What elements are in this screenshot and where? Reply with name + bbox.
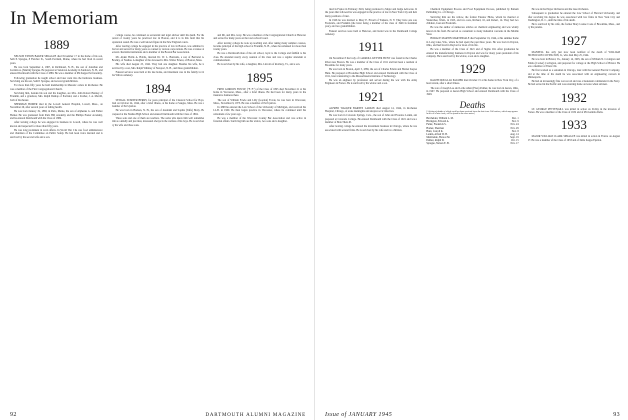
class-year-heading: 1911 [358, 39, 384, 55]
obituary-paragraph: He first worked as a salesman in Chicago, later with the General Electric Company, and at the time of his death he was associated with an engineering concern in Minneapolis. [527, 69, 620, 79]
death-date: Nov. 24 [510, 123, 519, 127]
obituary-paragraph: For more than fifty years he held membership in Masonic orders in Rochester. He was a member of the First Congregational Church. [10, 84, 103, 91]
right-column-3 [528, 8, 620, 408]
obituary-paragraph: In 1898 he entered the Law School of the University of Michigan, and received his LL.B. in 1900. He then began practice in Worcester, where he continued until his retirement a few years ago. [213, 106, 307, 116]
obituary-paragraph: The son of Joseph Lee and Lottie Allen (Fries) Palmer, he was born in Akron, Ohio, in 1907. He prepared at Akron High School and entered Dartmouth with the Class of 1929. [426, 86, 519, 97]
class-year-heading: 1894 [145, 80, 171, 96]
death-name: Hunt, Carroll K. [426, 129, 444, 133]
obituary-paragraph: MANSELL has only just now been notified of the death of WILLIAM NICHOLSON COVINGTON, Jr., who died May 25, 1944. [527, 50, 620, 58]
left-columns [10, 34, 306, 414]
left-footer [10, 412, 306, 418]
death-name: Larkin, Alfred W. B. [426, 132, 448, 136]
death-date: Oct. 15 [511, 138, 519, 142]
obituary-paragraph: RALPH DOUGLAS PALMER died October 15 at his home in New York City, of a heart attack, after a short illness. [426, 79, 519, 86]
death-date: Sept. 19 [510, 135, 519, 139]
death-date: Nov. 17 [510, 141, 519, 145]
obituary-paragraph: college course, he continued as secretarial and legal adviser until his death. For the period of twenty years he practiced law in Boston, and it is in this field that his reputation rested. He was a well known figure in the New England courts. [111, 34, 205, 44]
obituary-paragraph: He was born September 4, 1867, in Richmond, N. H., the son of Jonathan and Lucinda A. (Martin) Sprague. He prepared at Sandown Academy in Sandown, N. H., and entered Dartmouth with the Class of 1889. He was a member of Phi Kappa Psi fraternity. [10, 65, 103, 76]
obituary-paragraph: His wife died August 25, 1942. They had one daughter. Besides his wife, he is survived by a son, Mrs. Ralph Whitney of Newport, N. H., and three grandchildren. [111, 63, 205, 70]
class-year-heading: 1932 [560, 89, 587, 105]
obituary-paragraph: ALFRED WALKER BARNES LARKIN died August 14, 1944, in Rochester Hospital, Chicago, of acute meningitis and streptococcic infection. [325, 106, 418, 114]
obituary-paragraph: He was born in Colorado Springs, Colo., the son of John and Florence Larkin, and prepared at Colorado College. He entered Dartmouth with the Class of 1921 and was a member of Beta Theta Pi. [325, 114, 418, 124]
obituary-paragraph: He was a member of the Worcester County Bar Association and was active in fraternal affairs. Surviving him are his widow, two sons and a daughter. [213, 117, 307, 124]
obituary-paragraph: He had an increasingly fine war record and was a lieutenant commander in the Navy. He had served in the Pacific and was returning home on leave when stricken. [527, 80, 620, 87]
death-entry [426, 142, 518, 145]
death-date: Dec. 1 [511, 117, 519, 121]
obituary-paragraph: On November 8 the body of CARROLL KEYSER HUNT was found in the Charles River near Boston. He was a member of the Class of 1911 and had been a resident of Brookline for many years. [325, 57, 418, 67]
obituary-paragraph: Surviving him, besides his son and his daughter, are Mrs. John Robert Henney of Franklin, and a grandson, Mrs. Ralph Dunlap of Portland, and a brother, J. A. Merrill, both of Rochester. [10, 91, 103, 102]
class-year-heading: 1889 [43, 37, 70, 52]
obituary-paragraph: Surviving him are his widow, the former Eleanor Hicks, whom he married at Wenatchee, Wash., in 1925, and two sons, Richard, 16, and Robert, 14. They had two children, Joan and Frederick. [426, 15, 519, 26]
obituary-paragraph: After leaving college he was engaged in business in Lowell, where he was well known and respected for more than fifty years. [10, 121, 103, 128]
obituary-paragraph: He was in the Player Orchestra and the Glee Orchestra. [531, 8, 589, 11]
obituary-paragraph: LT. GEORGE PETTENGILL was killed in action on D-Day in the invasion of France. He was a member of the Class of 1932 and of Phi Gamma Delta. [527, 107, 620, 115]
right-columns [325, 8, 620, 408]
death-name: Palmer, Ralph D. [426, 138, 445, 142]
issue-label: Issue of JANUARY 1945 [325, 412, 393, 418]
class-year-heading: 1933 [560, 117, 587, 133]
obituary-paragraph: NELSON EDWIN BAKER SPRAGUE died November 17 in the home of his son, Seth P. Sprague, 8 Fletcher St., South Portland, Maine, where he had lived in recent years. [10, 55, 103, 65]
obituary-paragraph: He was born in Hudson, N. H., the son of Jeremiah and Sophia (Tufts) Berry. He prepared at the Nashua High School and entered Dartmouth with the Class of 1894. [111, 109, 205, 116]
death-name: Batchelder, William L. M. [426, 117, 454, 121]
class-year-heading: 1929 [459, 61, 486, 77]
obituary-paragraph: Following graduation he taught school and later went into the hardware business. Surviving are his son, Seth P. Sprague, and several grandchildren. [10, 76, 103, 84]
right-column-2 [426, 8, 518, 408]
obituary-paragraph: Funeral services were held at Hanover, and burial was in the Dartmouth College cemetery. [325, 29, 418, 37]
obituary-paragraph: He is survived by his wife, a daughter, Mrs. Lincoln of Roxbury, Vt., and a son. [217, 63, 301, 67]
obituary-paragraph: Subsequent to graduation he entered the Law School of Harvard University, and after receiving his degree he was associated with law firms in New York City and Washington, D. C., until the time of his death. [527, 12, 620, 22]
left-column-1 [10, 34, 103, 414]
obituary-paragraph: He is survived by his wife, the former Mary Louise Cook of Brookline, Mass., and by his parents. [527, 23, 620, 30]
right-footer [325, 412, 620, 418]
obituary-paragraph: He was long prominent in town affairs. In World War I he was food administrator and chairman of the Committee on Public Safety. He had been twice married and is survived by his second wife and a son. [10, 128, 103, 139]
obituary-paragraph: The son of William Fowle and Lilly (Gordon) Fowle, he was born in Worcester, Mass., November 9, 1873. He was a member of Psi Upsilon. [213, 98, 307, 105]
obituary-paragraph: FRED GORDON FOWLE ("F. F.") of the Class of 1895 died November 21 at his home in Worcester, Mass., after a brief illness. He had been for many years in the insurance business there. [213, 87, 307, 98]
obituary-paragraph: Funeral services were held at his late home, and interment was in the family lot in the Wilton cemetery. [111, 70, 205, 78]
obituary-paragraph: Chemical Equipment Process and Food Equipment Process, published by Putnam Publishing Co. of Chicago. [426, 8, 519, 15]
obituary-paragraph: After leaving college he engaged in the practice of law in Boston, was admitted to the bar and served for many years as counsel to various corporations. He was a trustee of several charitable institutions and a member of the Boston Bar Association. [111, 44, 205, 55]
class-year-heading: 1895 [246, 69, 273, 85]
page-title: In Memoriam [10, 8, 119, 29]
obituary-paragraph: MAJOR WILLIAM CLARK SPRAGUE was killed in action in France on August 27. He was a member of the Class of 1933 and of Delta Kappa Epsilon. [527, 135, 620, 142]
obituary-paragraph: He was a member of the Class of 1921 and of Sigma Chi. After graduation he entered the manufacturing business in Dayton and was for many years president of his company. He is survived by his widow, a son and a daughter. [426, 48, 519, 58]
death-date: Nov. 9 [511, 120, 519, 124]
obituary-paragraph: He was born in Boston, April 5, 1889, the son of Charles Edwin and Harriet Keyser Hunt. He prepared at Brookline High School and entered Dartmouth with the Class of 1911, later transferring to the Massachusetts Institute of Technology. [325, 68, 418, 78]
class-year-heading: 1921 [358, 88, 385, 104]
obituary-paragraph: He was born in Bristol, Va., January 14, 1905, the son of William N. Covington and Emma (Corner) Covington, and prepared for college at the High School of Bristol. He was a member of Theta Chi. [527, 58, 620, 68]
obituary-paragraph: HORACE MARTIN MARTINDALE died September 19, 1944, at his summer home in Long Lake, Wis., where he had spent the past three years. He was born in Dayton, Ohio, and had lived in Dayton for most of his life. [426, 37, 519, 47]
obituary-paragraph: He was the author of numerous articles on chemical engineering and was widely known in his field. He served as consultant to many industrial concerns in the Middle West. [426, 26, 519, 37]
death-date: Nov. 29 [510, 126, 519, 130]
left-page-number: 92 [10, 412, 17, 418]
death-name: Fuller, Frederick S. [426, 123, 447, 127]
right-page [314, 0, 628, 420]
obituary-paragraph: In 1926 he was married to Mary E. Elwell of Yonkers, N. Y. They have one son, Frederick, and Franklin (the latter being a member of the class of 1946 in freshman year), and two grandchildren. [325, 18, 418, 29]
magazine-name: DARTMOUTH ALUMNI MAGAZINE [205, 413, 306, 418]
obituary-paragraph: tired in France in February 1919, being promoted to Major and Judge Advocate. In the years that followed he was engaged in the practice of law in New York City and held many positions of trust. [325, 8, 418, 18]
obituary-paragraph: He was an engineer by profession and served during the war with the Army Engineers in France. He is survived by his widow and a son. [325, 79, 418, 86]
death-date: Nov. 8 [511, 129, 519, 133]
right-page-number: 93 [613, 412, 620, 418]
obituary-paragraph: SEWALL SUMNER BERRY, for years principal of the Classical School for Boys, died on October 24, 1944, after a brief illness, at his home at Saugus, Mass. He was a member of Psi Upsilon. [111, 98, 205, 109]
obituary-paragraph: He was born January 19, 1868, in Paris, Maine, the son of Alphenus G. and Esther Homer. He was graduated from Paris Hill Academy and the Phillips Exeter Academy, and he entered Dartmouth with the Class of 1889. [10, 110, 103, 121]
death-name: Martindale, Horace M. [426, 135, 451, 139]
death-name: Blomgren, Edward A. [426, 120, 450, 124]
left-column-3 [213, 34, 306, 414]
class-year-heading: 1927 [560, 32, 587, 48]
obituary-paragraph: After leaving college he took up teaching and, after taking many summer courses, became principal of the high school at Franklin, N. H., where he remained for more than twenty years. [213, 41, 307, 52]
deaths-heading: Deaths [459, 99, 486, 110]
left-column-2 [112, 34, 205, 414]
obituary-paragraph: After leaving college he entered the investment business in Chicago, where he was associated with several firms. He is survived by his wife and two children. [325, 125, 418, 132]
death-name: Sprague, Nelson E. B. [426, 141, 450, 145]
death-date: Aug. 14 [510, 132, 519, 136]
obituary-paragraph: and Mr. and Mrs. Gray. He was a member of the Congregational Church at Hanover and served for many years on the town school board. [213, 34, 307, 41]
deaths-note: [A listing of deaths of which word has been received since the last issue. Full notices, which may appear in this or a later issue, will be found in the class notes.] [426, 110, 518, 116]
obituary-paragraph: He was a Dartmouth man of the old school, loyal to the College and faithful to his class. He attended nearly every reunion of his class and was a regular attendant at commencement. [213, 52, 307, 63]
obituary-paragraph: Mr. Alden Hollis A. Hobbs, married Dr. W. L. Burnside, a son of Bertrand A. Bradley, of Nashua. A daughter of the deceased is Mrs. Walter Ernest, of Boston, Mass. [111, 55, 205, 63]
right-column-1 [325, 8, 417, 408]
obituary-paragraph: Three sons and one of them are teachers. The some who knew him well remember him as a kindly and just man, interested always in the welfare of his boys. He is survived by his wife and three sons. [111, 117, 205, 127]
death-name: Homer, Sherman [426, 126, 444, 130]
obituary-paragraph: SHERMAN HOMER died in the Lowell General Hospital, Lowell, Mass., on November 29, after several years of failing health. [10, 102, 103, 110]
